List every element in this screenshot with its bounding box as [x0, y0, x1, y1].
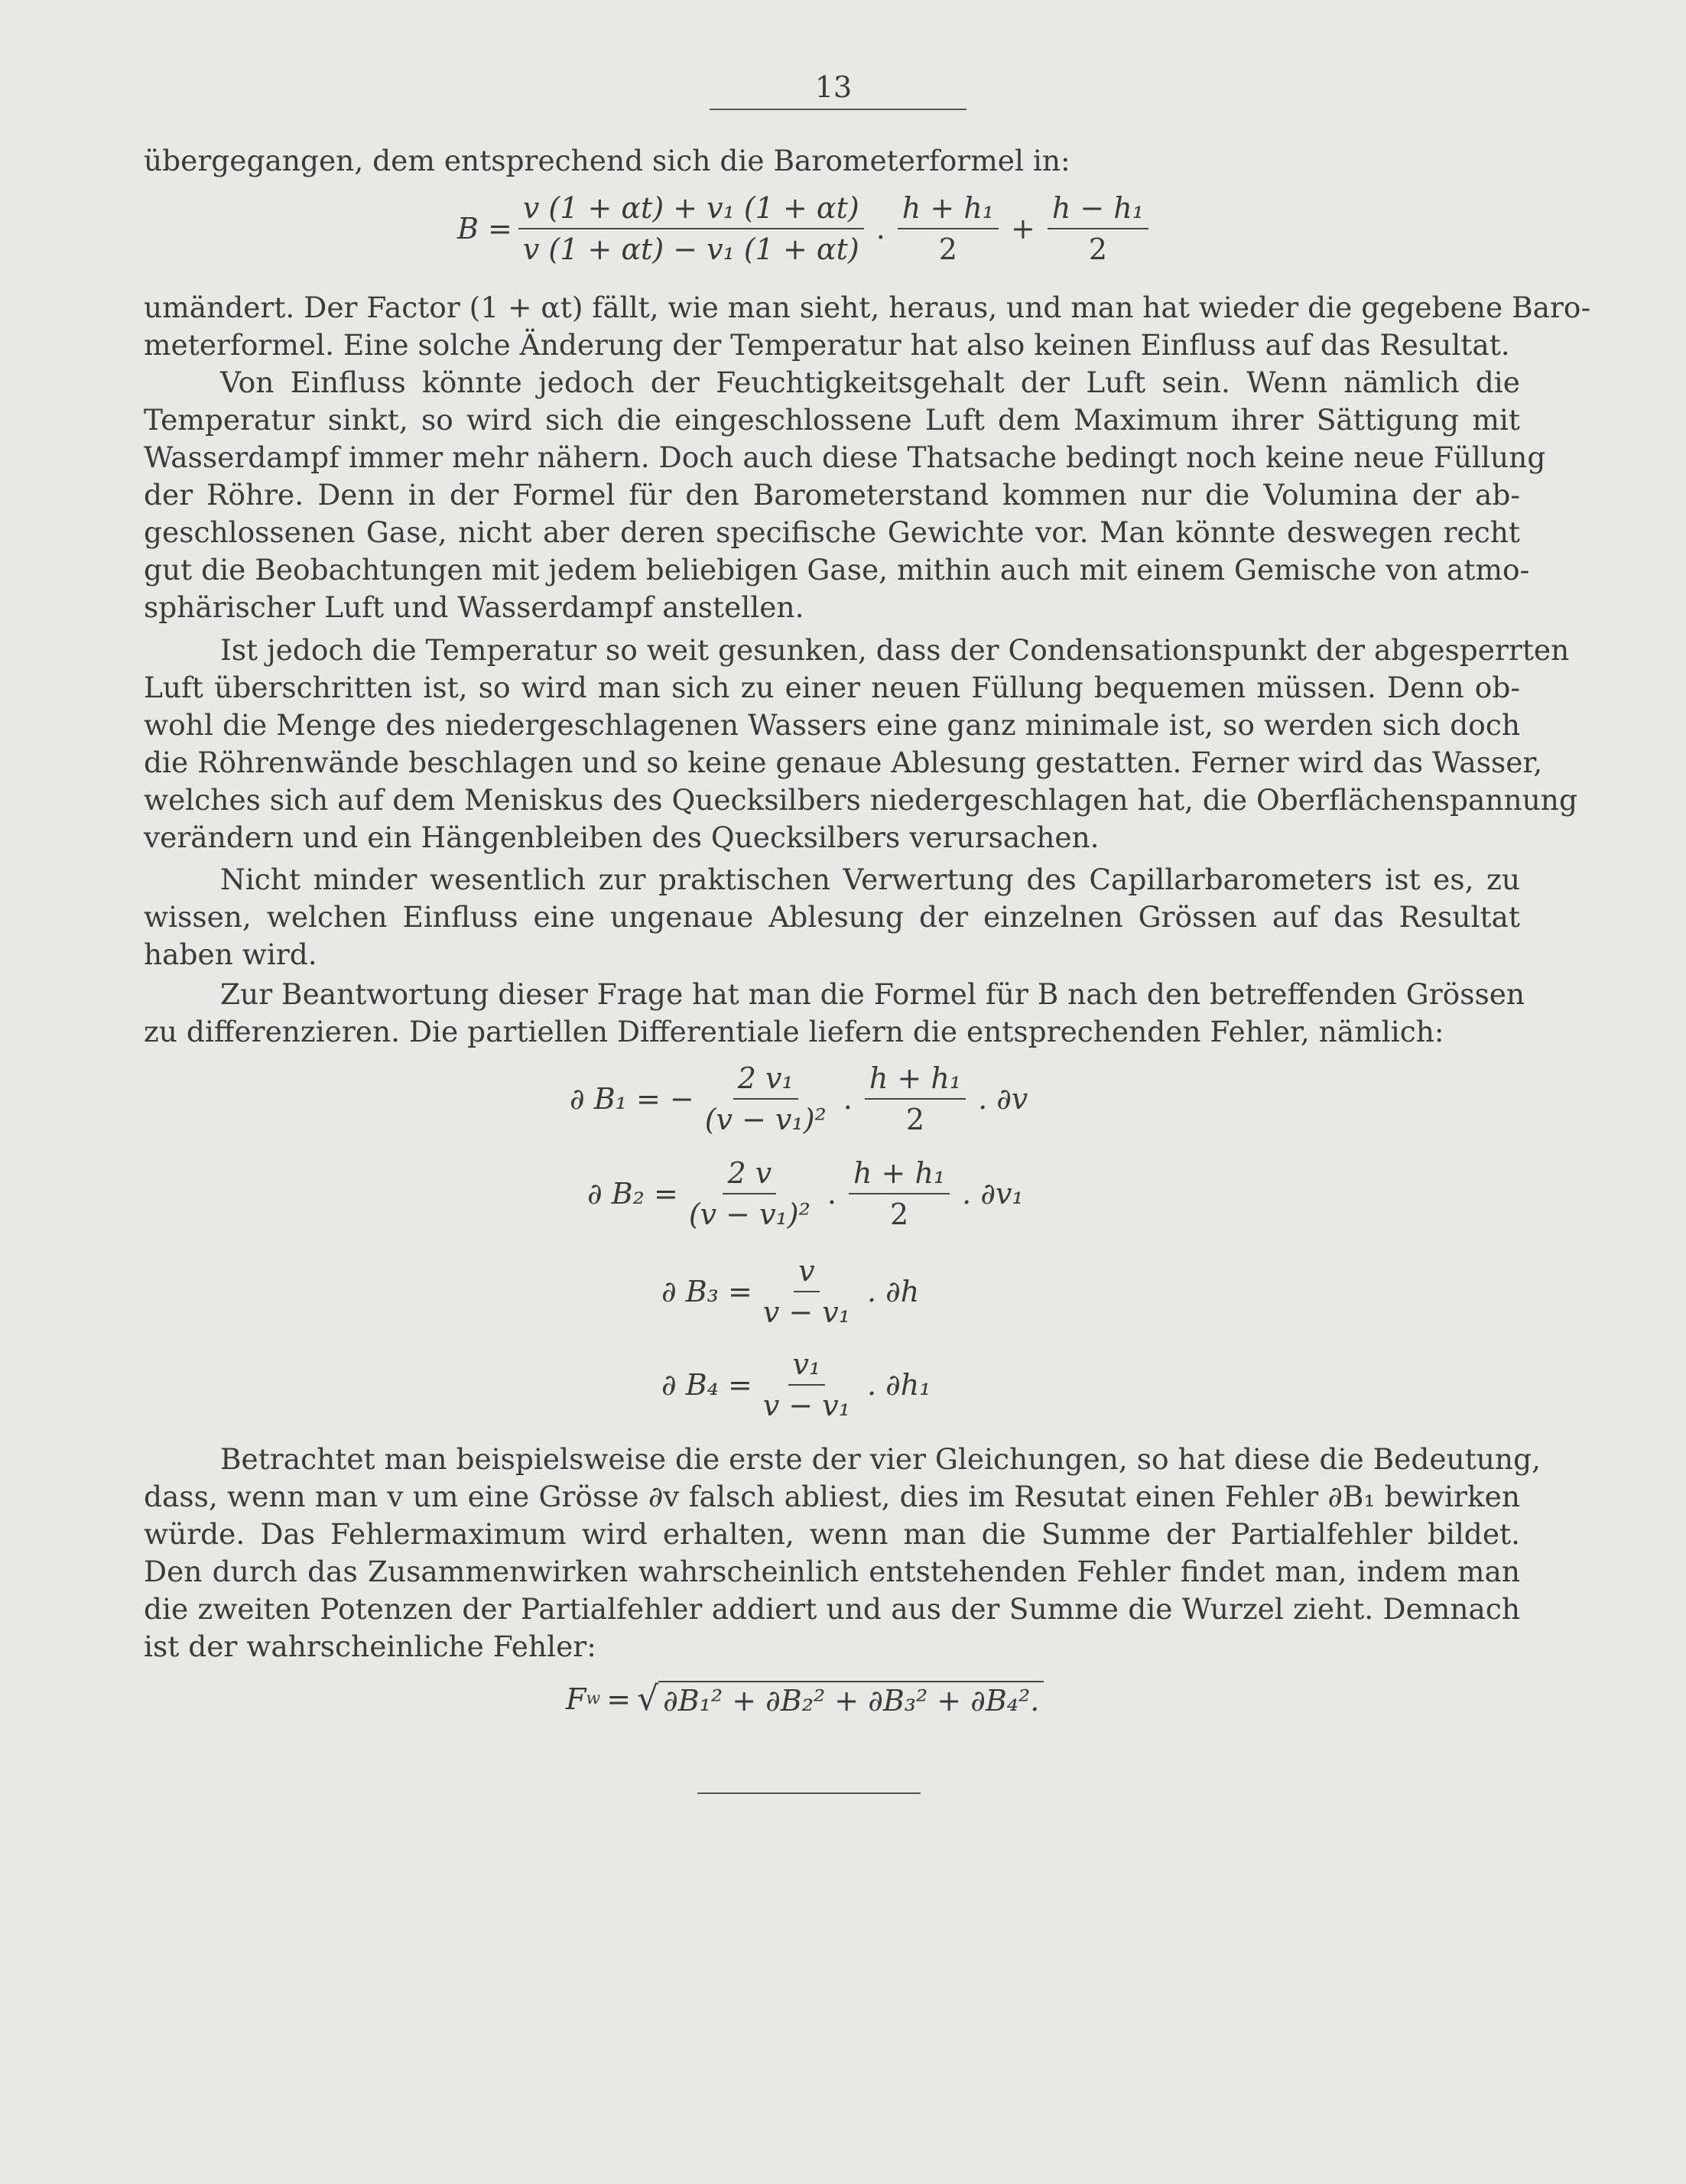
text-line: welches sich auf dem Meniskus des Quecksilbers niedergeschlagen hat, die Oberflächenspannung [144, 783, 1577, 817]
text-line: zu differenzieren. Die partiellen Differentiale liefern die entsprechenden Fehler, nämlich: [144, 1015, 1444, 1048]
eq-fraction [849, 1156, 950, 1231]
eq-denominator: (v − v₁)² [688, 1198, 811, 1231]
text-line: der Röhre. Denn in der Formel für den Barometerstand kommen nur die Volumina der ab- [144, 478, 1520, 512]
text-line: die Röhrenwände beschlagen und so keine genaue Ablesung gestatten. Ferner wird das Wasser, [144, 746, 1543, 779]
eq-lhs: ∂ B₂ = [587, 1177, 678, 1211]
paragraph-condensation [144, 632, 1577, 856]
eq-tail: . ∂v₁ [962, 1177, 1024, 1211]
sqrt-icon: √ [637, 1679, 659, 1718]
eq-numerator: v [794, 1254, 819, 1292]
text-line: Den durch das Zusammenwirken wahrscheinlich entstehenden Fehler findet man, indem man [144, 1555, 1520, 1588]
eq-radicand: ∂B₁² + ∂B₂² + ∂B₃² + ∂B₄². [658, 1681, 1044, 1718]
text-line: sphärischer Luft und Wasserdampf anstellen. [144, 590, 804, 624]
equation-dB1 [570, 1061, 1034, 1136]
equation-probable-error [566, 1679, 1044, 1718]
eq-denominator: v (1 + αt) − v₁ (1 + αt) [522, 232, 859, 266]
eq-numerator: v₁ [788, 1347, 826, 1386]
eq-fraction [684, 1156, 815, 1231]
text-line: geschlossenen Gase, nicht aber deren specifische Gewichte vor. Man könnte deswegen recht [144, 515, 1520, 549]
eq-dot: . [875, 212, 885, 245]
text-line: ist der wahrscheinliche Fehler: [144, 1630, 596, 1663]
text-line: Von Einfluss könnte jedoch der Feuchtigkeitsgehalt der Luft sein. Wenn nämlich die [220, 366, 1520, 399]
text-line: dass, wenn man v um eine Grösse ∂v falsch abliest, dies im Resutat einen Fehler ∂B₁ bewirken [144, 1480, 1520, 1513]
eq-lhs: F [566, 1682, 586, 1716]
eq-dot: . [827, 1177, 837, 1211]
text-line: Zur Beantwortung dieser Frage hat man die Formel für B nach den betreffenden Grössen [220, 977, 1525, 1011]
paragraph-reading-error [144, 861, 1520, 973]
eq-fraction [700, 1061, 831, 1136]
eq-denominator: v − v₁ [762, 1295, 850, 1329]
paragraph-intro [144, 142, 1520, 180]
text-line: meterformel. Eine solche Änderung der Temperatur hat also keinen Einfluss auf das Resultat. [144, 328, 1510, 362]
eq-lhs: ∂ B₃ = [661, 1275, 752, 1308]
eq-denominator: v − v₁ [762, 1389, 850, 1422]
eq-denominator: (v − v₁)² [704, 1103, 827, 1136]
footer-rule [697, 1792, 921, 1794]
text-line: verändern und ein Hängenbleiben des Quecksilbers verursachen. [144, 821, 1100, 854]
page-number: 13 [814, 70, 853, 104]
eq-numerator: v (1 + αt) + v₁ (1 + αt) [518, 191, 864, 229]
paragraph-humidity [144, 364, 1546, 626]
eq-tail: . ∂h₁ [866, 1368, 931, 1402]
eq-fraction [898, 191, 999, 266]
eq-fraction [759, 1254, 855, 1329]
eq-fraction [518, 191, 864, 266]
text-line: die zweiten Potenzen der Partialfehler addiert und aus der Summe die Wurzel zieht. Demnach [144, 1592, 1520, 1626]
equation-dB3 [661, 1254, 925, 1329]
equation-barometer [457, 191, 1155, 266]
text-line: würde. Das Fehlermaximum wird erhalten, wenn man die Summe der Partialfehler bildet. [144, 1517, 1520, 1551]
text-line: Temperatur sinkt, so wird sich die eingeschlossene Luft dem Maximum ihrer Sättigung mit [144, 403, 1520, 437]
paragraph-factor [144, 289, 1591, 364]
paragraph-probable-error [144, 1441, 1541, 1666]
eq-numerator: h + h₁ [865, 1061, 966, 1100]
eq-lhs: B = [457, 212, 512, 245]
eq-fraction [865, 1061, 966, 1136]
eq-tail: . ∂h [866, 1275, 920, 1308]
text-line: Nicht minder wesentlich zur praktischen Verwertung des Capillarbarometers ist es, zu [220, 863, 1520, 896]
eq-plus: + [1010, 212, 1035, 245]
text-line: Betrachtet man beispielsweise die erste der vier Gleichungen, so hat diese die Bedeutung, [220, 1442, 1541, 1476]
paragraph-differentiate [144, 976, 1525, 1051]
text-line: Ist jedoch die Temperatur so weit gesunken, dass der Condensationspunkt der abgesperrten [220, 633, 1570, 667]
eq-numerator: h − h₁ [1048, 191, 1148, 229]
text-line: übergegangen, dem entsprechend sich die Barometerformel in: [144, 144, 1070, 177]
equation-dB4 [661, 1347, 937, 1422]
equation-dB2 [587, 1156, 1030, 1231]
text-line: wohl die Menge des niedergeschlagenen Wassers eine ganz minimale ist, so werden sich doch [144, 708, 1520, 742]
text-line: Wasserdampf immer mehr nähern. Doch auch diese Thatsache bedingt noch keine neue Füllung [144, 440, 1546, 474]
eq-lhs-subscript: w [586, 1689, 601, 1708]
text-line: umändert. Der Factor (1 + αt) fällt, wie man sieht, heraus, und man hat wieder die gegebene Baro- [144, 291, 1591, 324]
eq-lhs: ∂ B₄ = [661, 1368, 752, 1402]
eq-denominator: 2 [905, 1103, 925, 1136]
eq-numerator: 2 v₁ [733, 1061, 798, 1100]
text-line: wissen, welchen Einfluss eine ungenaue Ablesung der einzelnen Grössen auf das Resultat [144, 900, 1520, 934]
text-line: gut die Beobachtungen mit jedem beliebigen Gase, mithin auch mit einem Gemische von atmo- [144, 553, 1530, 587]
eq-lhs: ∂ B₁ = − [570, 1082, 694, 1116]
text-line: haben wird. [144, 938, 317, 971]
eq-fraction [1048, 191, 1148, 266]
eq-denominator: 2 [889, 1198, 909, 1231]
eq-fraction [759, 1347, 855, 1422]
text-line: Luft überschritten ist, so wird man sich zu einer neuen Füllung bequemen müssen. Denn ob- [144, 671, 1520, 704]
eq-numerator: h + h₁ [849, 1156, 950, 1194]
header-rule [710, 109, 966, 110]
eq-dot: . [843, 1082, 853, 1116]
eq-denominator: 2 [1088, 232, 1107, 266]
eq-numerator: 2 v [723, 1156, 776, 1194]
eq-tail: . ∂v [978, 1082, 1028, 1116]
eq-denominator: 2 [938, 232, 957, 266]
eq-equals: = [606, 1682, 632, 1716]
eq-numerator: h + h₁ [898, 191, 999, 229]
